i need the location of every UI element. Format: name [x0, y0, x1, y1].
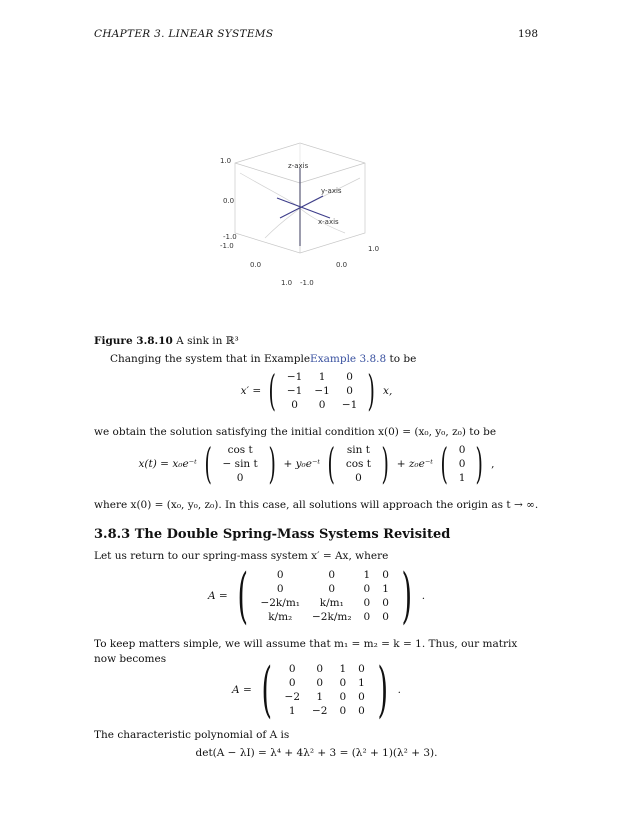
equation-3 — [94, 561, 539, 631]
x-axis-label: x-axis — [318, 218, 339, 226]
paragraph-3: where x(0) = (x₀, y₀, z₀). In this case, all solutions will approach the origin as t → ∞. — [94, 499, 539, 511]
eq1-lhs: x′ = — [240, 385, 262, 397]
matrix-4x4-numeric: ( 0 0 1 0 0 0 0 1 −2 1 0 0 1 −2 0 0 ) — [261, 655, 388, 725]
eq2-mid1: + y₀e⁻ᵗ — [283, 458, 321, 470]
page-number: 198 — [517, 28, 538, 40]
paragraph-1 — [94, 352, 539, 367]
paragraph-6: The characteristic polynomial of A is — [94, 729, 290, 741]
eq2-end: , — [491, 458, 495, 470]
tick-label: 0.0 — [336, 261, 348, 269]
tick-label: -1.0 — [300, 279, 314, 287]
running-head: CHAPTER 3. LINEAR SYSTEMS — [94, 28, 274, 40]
p1-text: Changing the system that in Example — [110, 353, 311, 365]
matrix-3x3: ( −1 1 0 −1 −1 0 0 0 −1 ) — [268, 366, 376, 415]
tick-label: 1.0 — [368, 245, 380, 253]
eq3-end: . — [421, 590, 426, 602]
figure-label: Figure 3.8.10 — [94, 335, 173, 347]
eq4-end: . — [397, 684, 401, 696]
z-axis-label: z-axis — [288, 162, 309, 170]
trajectory-lines — [277, 168, 330, 246]
trajectory-curve — [265, 208, 300, 238]
eq4-lhs: A = — [232, 684, 252, 696]
p1-text-end: to be — [386, 353, 417, 365]
tick-label: -1.0 — [223, 233, 237, 241]
vector-3: ( 0 0 1 ) — [440, 439, 484, 488]
figure-caption — [94, 335, 239, 347]
tick-label: -1.0 — [220, 242, 234, 250]
paragraph-5: To keep matters simple, we will assume that m₁ = m₂ = k = 1. Thus, our matrix now becomes — [94, 638, 518, 665]
tick-label: 0.0 — [250, 261, 262, 269]
eq2-mid2: + z₀e⁻ᵗ — [396, 458, 433, 470]
tick-label: 1.0 — [281, 279, 293, 287]
vector-2: ( sin t cos t 0 ) — [327, 439, 389, 488]
paragraph-4: Let us return to our spring-mass system x′ = Ax, where — [94, 550, 389, 562]
equation-1 — [94, 366, 539, 415]
section-heading: 3.8.3 The Double Spring-Mass Systems Revisited — [94, 527, 451, 542]
figure-caption-text: A sink in ℝ³ — [176, 335, 239, 347]
matrix-table: −1 1 0 −1 −1 0 0 0 −1 — [286, 371, 358, 411]
sink-3d-plot — [205, 138, 385, 293]
equation-4 — [94, 655, 539, 725]
tick-label: 0.0 — [223, 197, 235, 205]
tick-label: 1.0 — [220, 157, 232, 165]
eq1-rhs: x, — [383, 385, 393, 397]
paragraph-2: we obtain the solution satisfying the initial condition x(0) = (x₀, y₀, z₀) to be — [94, 426, 497, 438]
example-link[interactable]: Example 3.8.8 — [310, 353, 387, 365]
equation-2 — [94, 439, 539, 488]
matrix-4x4-symbolic: ( 0 0 1 0 0 0 0 1 −2k/m₁ k/m₁ 0 0 k/m₂ −2k/m₂ 0 0 ) — [237, 561, 412, 631]
vector-1: ( cos t − sin t 0 ) — [204, 439, 276, 488]
y-axis-label: y-axis — [321, 187, 342, 195]
char-poly-equation: det(A − λI) = λ⁴ + 4λ² + 3 = (λ² + 1)(λ² + 3). — [195, 747, 438, 759]
eq2-lhs: x(t) = x₀e⁻ᵗ — [138, 458, 197, 470]
eq3-lhs: A = — [207, 590, 228, 602]
